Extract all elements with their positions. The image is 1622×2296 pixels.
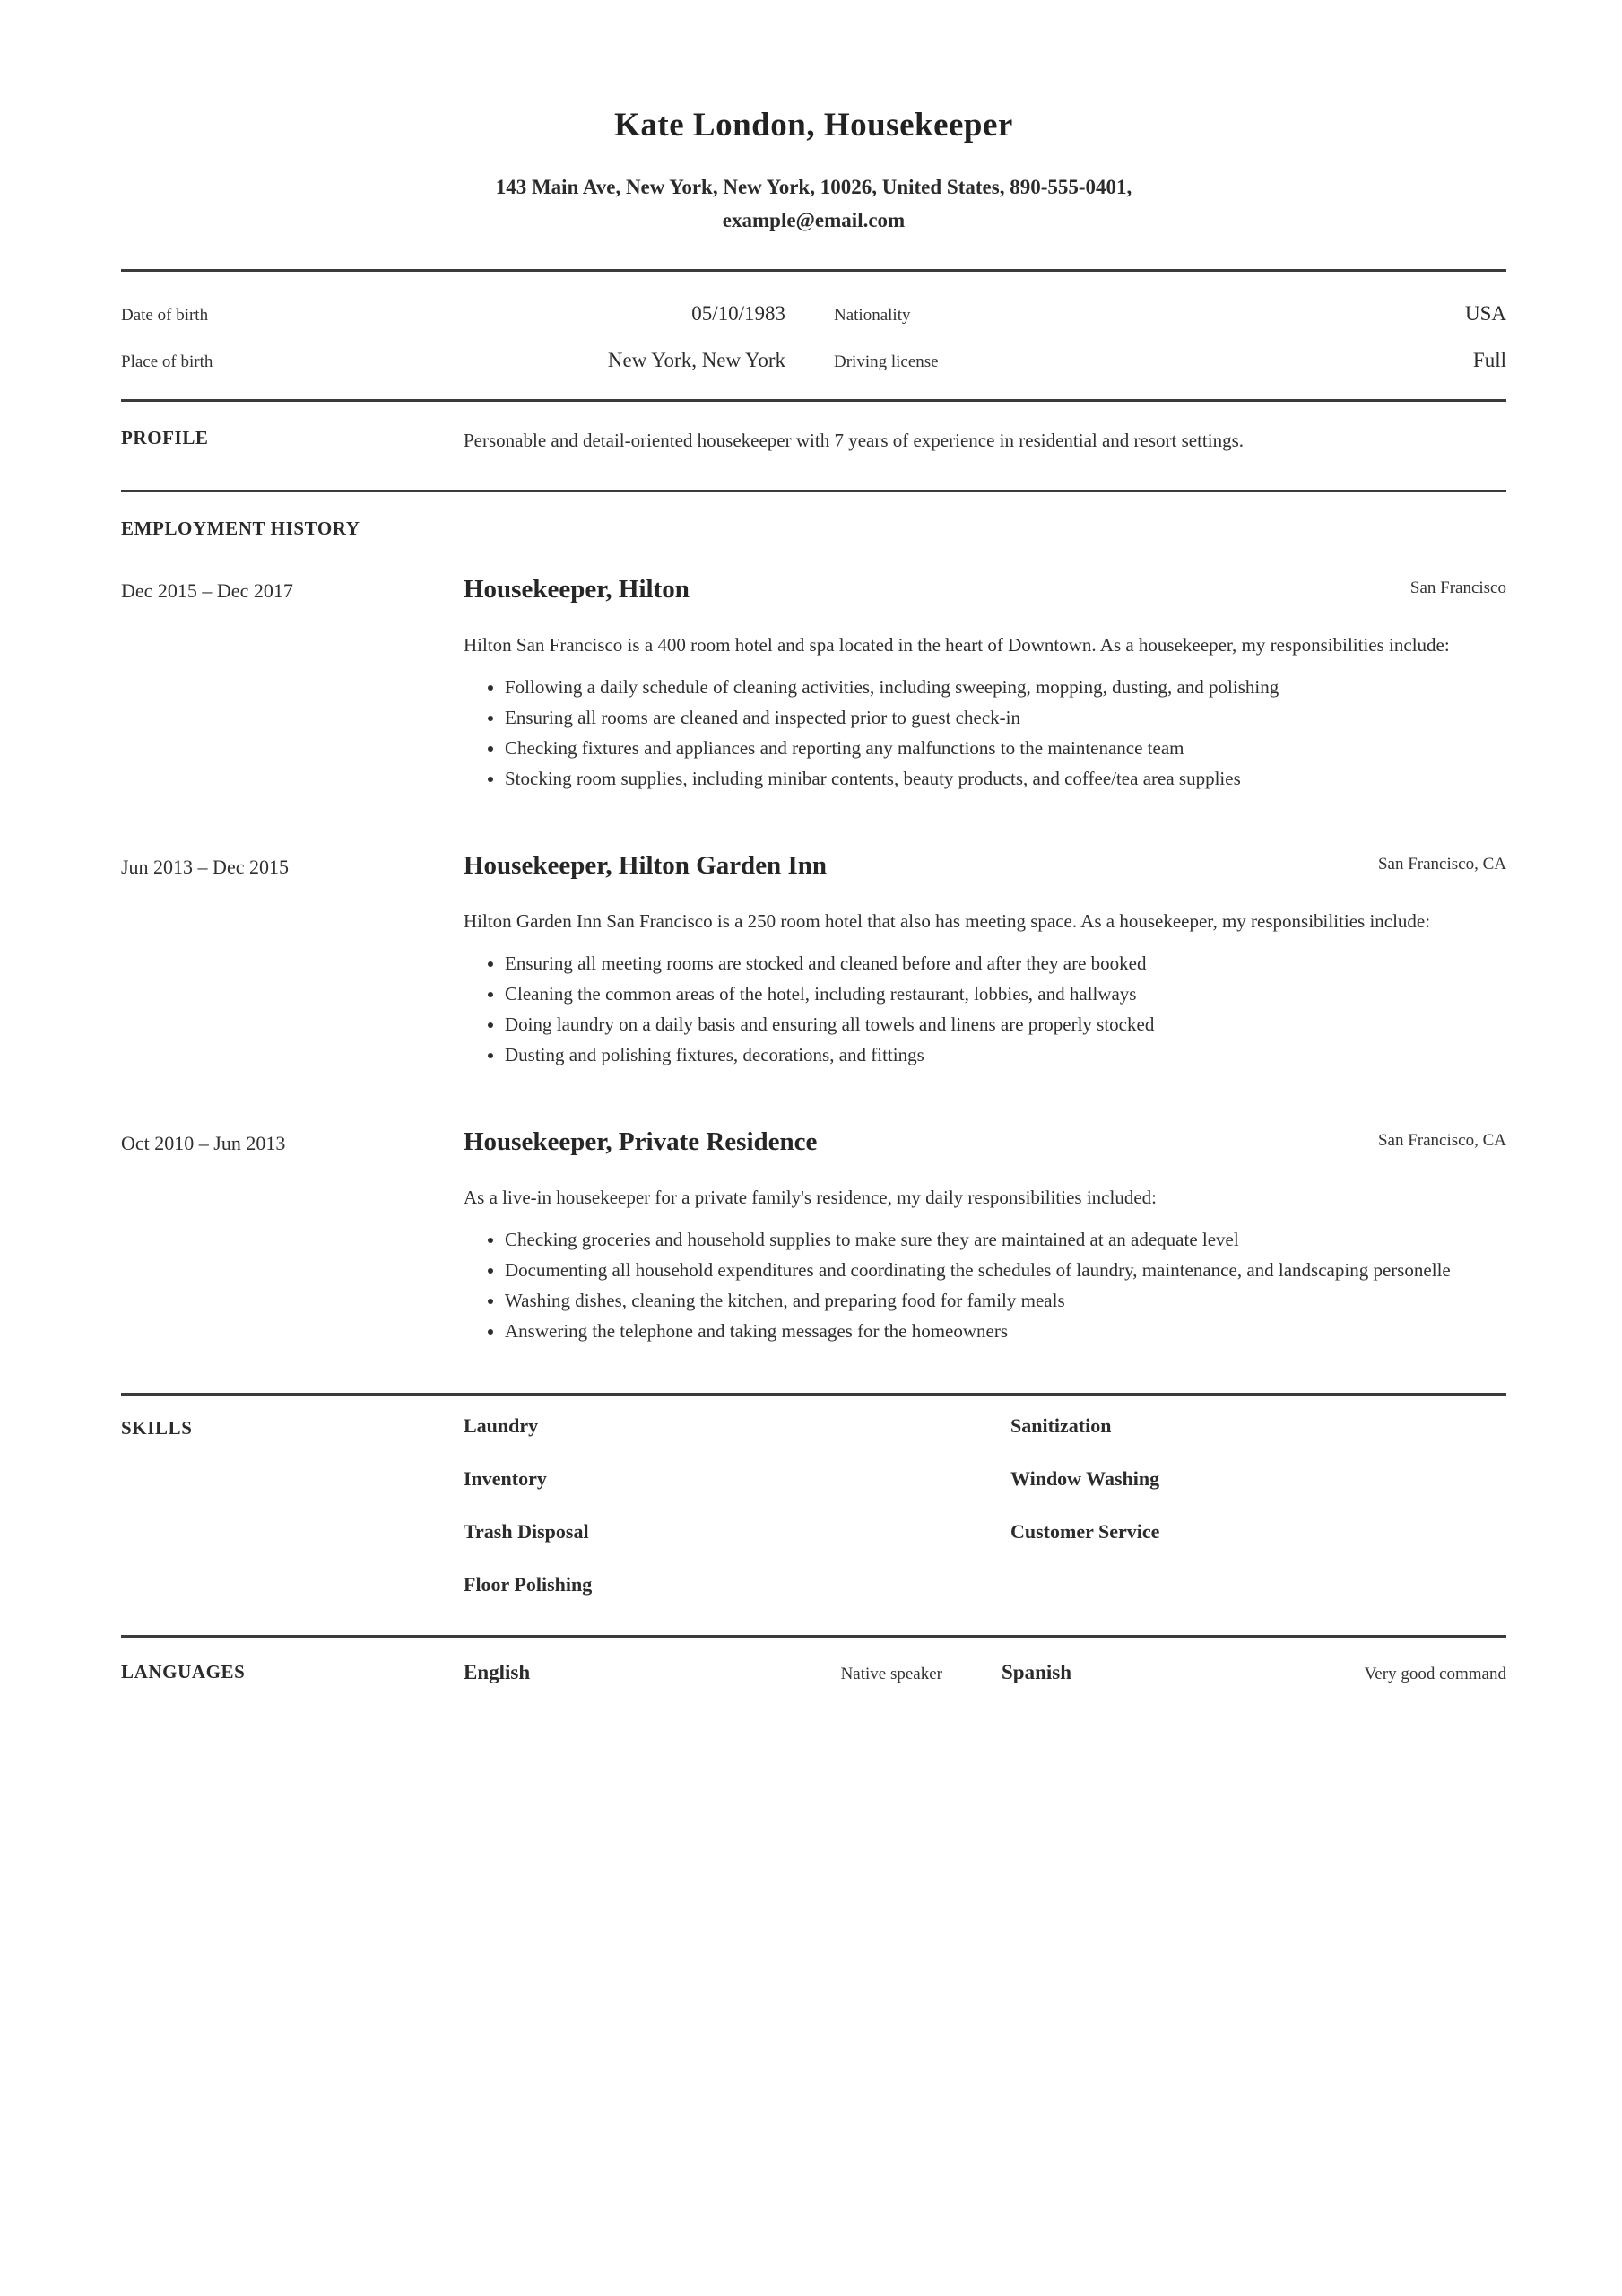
job-location: San Francisco, CA (1377, 855, 1506, 874)
skill-item: Floor Polishing (464, 1573, 593, 1596)
skill-item: Sanitization (1010, 1414, 1112, 1437)
job-bullet: • Washing dishes, cleaning the kitchen, and preparing food for family meals (505, 1285, 1506, 1316)
job-bullet: • Documenting all household expenditures and coordinating the schedules of laundry, maintenance, and landscaping personelle (505, 1255, 1506, 1285)
job-bullet: • Following a daily schedule of cleaning activities, including sweeping, mopping, dusting, and polishing (505, 672, 1506, 702)
job-bullet-list (464, 1224, 1506, 1346)
detail-value-date-of-birth: 05/10/1983 (691, 302, 785, 325)
language-name: English (464, 1661, 531, 1683)
job-bullet: • Stocking room supplies, including minibar contents, beauty products, and coffee/tea area supplies (505, 763, 1506, 794)
job-dates: Jun 2013 – Dec 2015 (121, 856, 289, 878)
skills-column-1 (464, 1415, 1010, 1596)
job-title: Housekeeper, Hilton Garden Inn (464, 851, 827, 880)
resume-header (121, 106, 1506, 237)
job-dates: Dec 2015 – Dec 2017 (121, 579, 293, 602)
job-entry (121, 573, 1506, 794)
detail-value-place-of-birth: New York, New York (607, 349, 785, 371)
detail-label-place-of-birth: Place of birth (121, 352, 213, 371)
skill-item: Laundry (464, 1414, 539, 1437)
page-title: Kate London, Housekeeper (614, 107, 1013, 144)
job-title: Housekeeper, Private Residence (464, 1127, 818, 1156)
job-bullet: • Answering the telephone and taking messages for the homeowners (505, 1316, 1506, 1346)
detail-label-date-of-birth: Date of birth (121, 306, 209, 325)
languages-heading: LANGUAGES (121, 1661, 246, 1683)
job-description: Hilton Garden Inn San Francisco is a 250 room hotel that also has meeting space. As a housekeeper, my responsibilities include: (464, 910, 1431, 932)
language-name: Spanish (1002, 1661, 1072, 1683)
job-bullet: • Checking fixtures and appliances and reporting any malfunctions to the maintenance team (505, 733, 1506, 763)
job-bullet: • Dusting and polishing fixtures, decorations, and fittings (505, 1039, 1506, 1070)
employment-history-section (121, 490, 1506, 1393)
job-location: San Francisco, CA (1377, 1131, 1506, 1150)
languages-section (121, 1635, 1506, 1722)
language-level: Native speaker (840, 1665, 942, 1683)
skills-section (121, 1393, 1506, 1635)
job-location: San Francisco (1409, 578, 1506, 597)
skill-item: Customer Service (1010, 1520, 1160, 1543)
detail-value-driving-license: Full (1472, 349, 1506, 371)
detail-label-nationality: Nationality (834, 306, 911, 325)
skill-item: Inventory (464, 1467, 547, 1490)
contact-info (121, 170, 1506, 237)
job-description: Hilton San Francisco is a 400 room hotel and spa located in the heart of Downtown. As a housekeeper, my responsibilities include: (464, 634, 1450, 656)
employment-heading: EMPLOYMENT HISTORY (121, 517, 360, 539)
job-bullet: • Checking groceries and household supplies to make sure they are maintained at an adequate level (505, 1224, 1506, 1255)
detail-value-nationality: USA (1464, 302, 1506, 325)
details-row (121, 300, 1506, 327)
job-bullet: • Cleaning the common areas of the hotel, including restaurant, lobbies, and hallways (505, 978, 1506, 1009)
skills-heading: SKILLS (121, 1417, 193, 1439)
language-item (464, 1659, 942, 1686)
skills-column-2 (1010, 1415, 1506, 1596)
language-item (1002, 1659, 1506, 1686)
detail-label-driving-license: Driving license (834, 352, 939, 371)
profile-section (121, 399, 1506, 490)
contact-email: example@email.com (722, 209, 906, 231)
job-bullet: • Ensuring all rooms are cleaned and inspected prior to guest check-in (505, 702, 1506, 733)
job-description: As a live-in housekeeper for a private family's residence, my daily responsibilities included: (464, 1187, 1157, 1208)
job-bullet: • Ensuring all meeting rooms are stocked and cleaned before and after they are booked (505, 948, 1506, 978)
profile-text: Personable and detail-oriented housekeeper with 7 years of experience in residential and resort settings. (464, 430, 1245, 451)
job-entry (121, 1126, 1506, 1346)
skill-item: Trash Disposal (464, 1520, 589, 1543)
job-bullet-list (464, 948, 1506, 1070)
details-row (121, 347, 1506, 374)
skill-item: Window Washing (1010, 1467, 1160, 1490)
profile-heading: PROFILE (121, 427, 209, 448)
contact-address: 143 Main Ave, New York, New York, 10026, United States, 890-555-0401, (495, 176, 1132, 198)
job-bullet-list (464, 672, 1506, 794)
job-bullet: • Doing laundry on a daily basis and ensuring all towels and linens are properly stocked (505, 1009, 1506, 1039)
job-dates: Oct 2010 – Jun 2013 (121, 1132, 286, 1154)
job-entry (121, 849, 1506, 1070)
personal-details-section (121, 269, 1506, 399)
job-title: Housekeeper, Hilton (464, 575, 690, 604)
language-level: Very good command (1364, 1665, 1506, 1683)
